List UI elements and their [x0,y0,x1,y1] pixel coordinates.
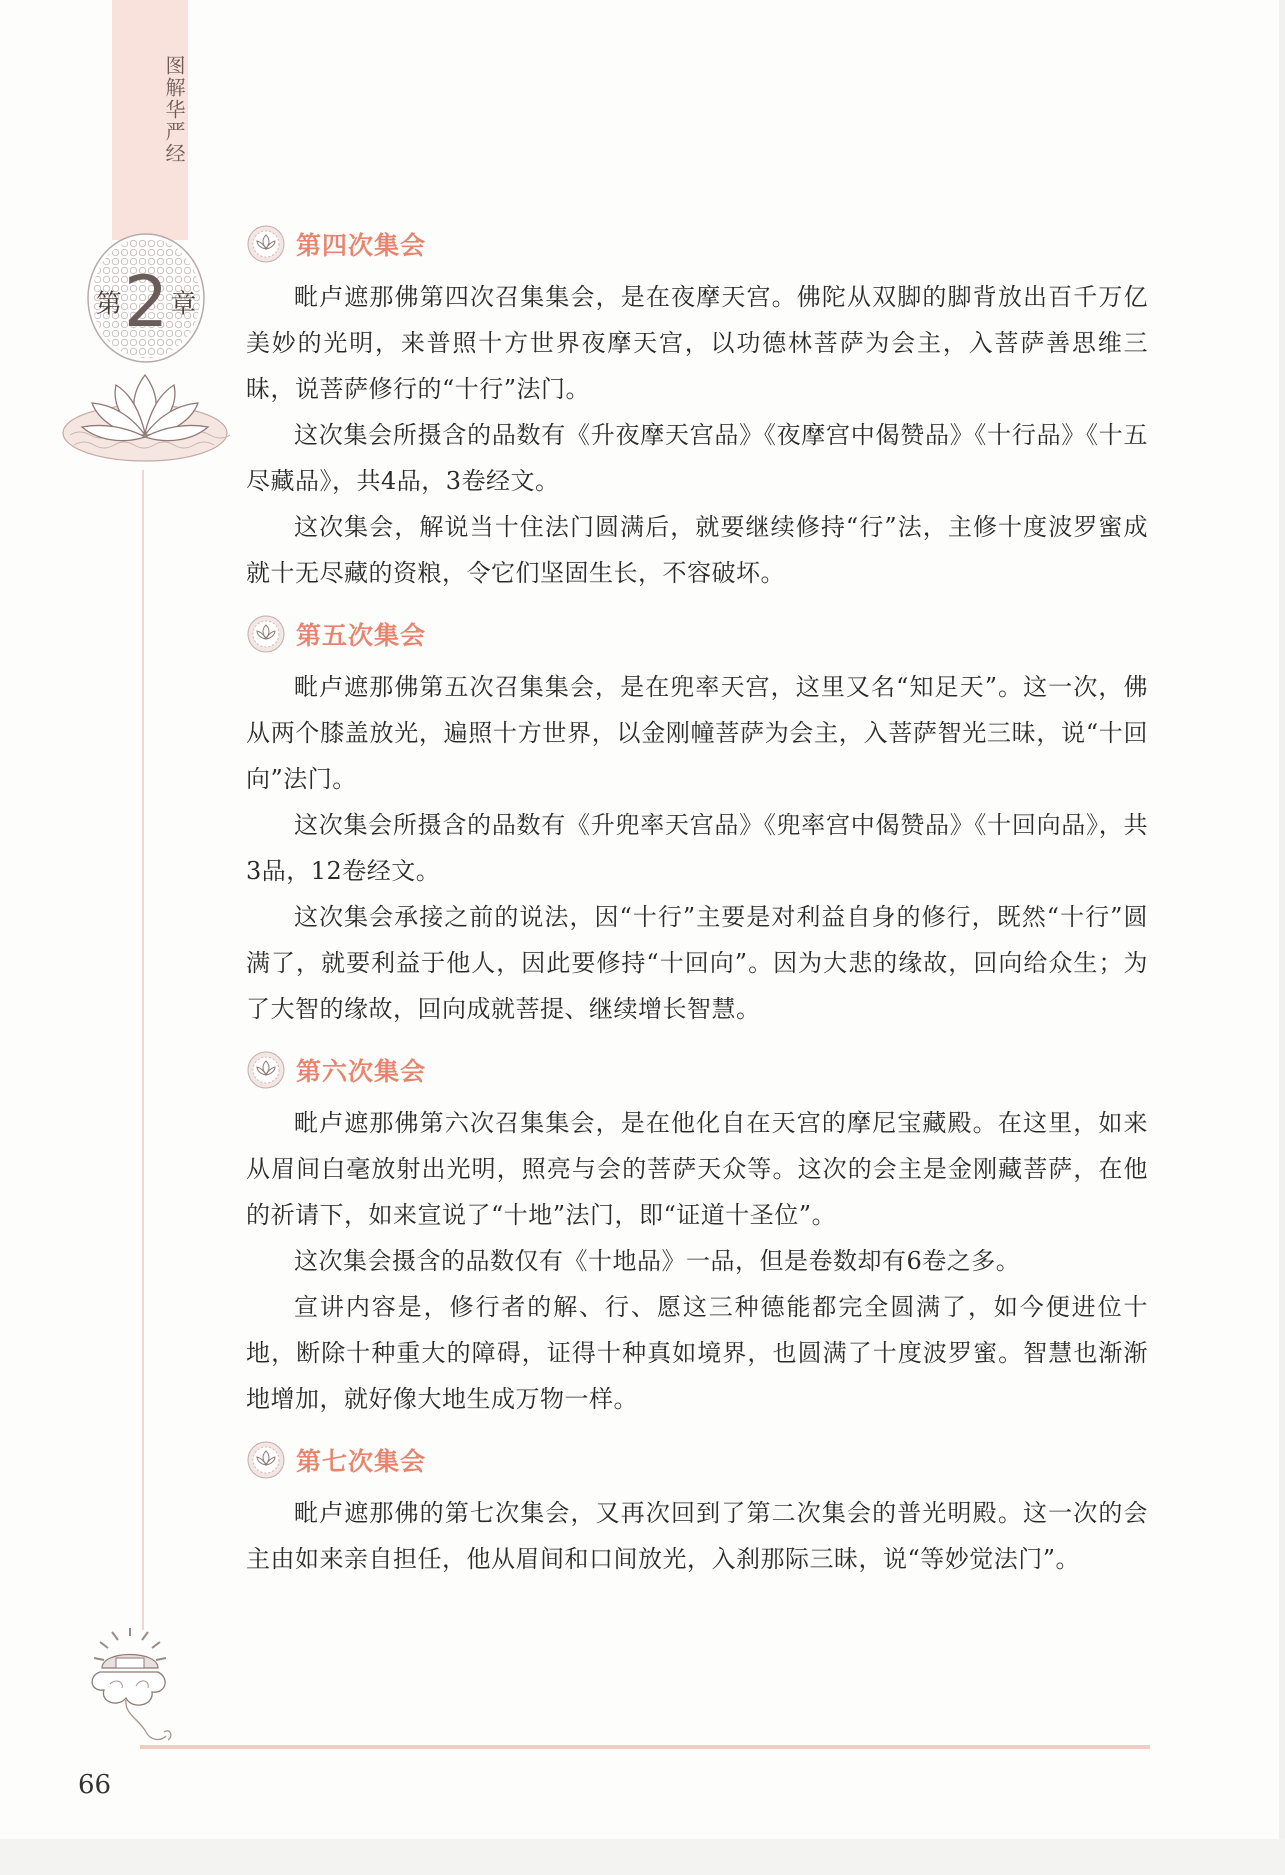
paragraph: 这次集会承接之前的说法，因“十行”主要是对利益自身的修行，既然“十行”圆满了，就要利益于他人，因此要修持“十回向”。因为大悲的缘故，回向给众生；为了大智的缘故，回向成就菩提、继续增长智慧。 [246,903,1148,1023]
section-title: 第六次集会 [296,1057,427,1086]
section-header [246,612,1148,656]
paragraph: 宣讲内容是，修行者的解、行、愿这三种德能都完全圆满了，如今便进位十地，断除十种重大的障碍，证得十种真如境界，也圆满了十度波罗蜜。智慧也渐渐地增加，就好像大地生成万物一样。 [246,1293,1148,1413]
section-header [246,1048,1148,1092]
page-number: 66 [78,1770,112,1800]
chapter-suffix: 章 [170,289,197,320]
section-7 [246,1438,1148,1582]
scan-edge [1279,0,1285,1875]
section-6 [246,1048,1148,1422]
scan-edge-bottom [0,1839,1285,1875]
lotus-emblem-icon [246,224,286,264]
section-header [246,1438,1148,1482]
section-title: 第四次集会 [296,231,427,260]
paragraph: 毗卢遮那佛第四次召集集会，是在夜摩天宫。佛陀从双脚的脚背放出百千万亿美妙的光明，来普照十方世界夜摩天宫，以功德林菩萨为会主，入菩萨善思维三昧，说菩萨修行的“十行”法门。 [246,283,1148,403]
paragraph: 毗卢遮那佛第六次召集集会，是在他化自在天宫的摩尼宝藏殿。在这里，如来从眉间白毫放射出光明，照亮与会的菩萨天众等。这次的会主是金刚藏菩萨，在他的祈请下，如来宣说了“十地”法门，即“证道十圣位”。 [246,1109,1148,1229]
paragraph: 毗卢遮那佛的第七次集会，又再次回到了第二次集会的普光明殿。这一次的会主由如来亲自担任，他从眉间和口间放光，入刹那际三昧，说“等妙觉法门”。 [246,1499,1148,1573]
section-5 [246,612,1148,1032]
footer-rule [140,1745,1150,1749]
auspicious-cloud-icon [80,1628,180,1748]
section-header [246,222,1148,266]
book-title: 图解华严经 [162,55,186,165]
paragraph: 这次集会摄含的品数仅有《十地品》一品，但是卷数却有6卷之多。 [294,1247,1021,1275]
margin-rule [142,470,144,1630]
main-content [246,222,1148,1598]
lotus-emblem-icon [246,614,286,654]
lotus-emblem-icon [246,1440,286,1480]
lotus-emblem-icon [246,1050,286,1090]
chapter-prefix: 第 [95,289,122,320]
section-4 [246,222,1148,596]
paragraph: 毗卢遮那佛第五次召集集会，是在兜率天宫，这里又名“知足天”。这一次，佛从两个膝盖放光，遍照十方世界，以金刚幢菩萨为会主，入菩萨智光三昧，说“十回向”法门。 [246,673,1148,793]
section-title: 第五次集会 [296,621,427,650]
chapter-number: 2 [123,261,169,343]
paragraph: 这次集会所摄含的品数有《升夜摩天宫品》《夜摩宫中偈赞品》《十行品》《十五尽藏品》，共4品，3卷经文。 [246,421,1148,495]
lotus-icon [60,355,230,465]
paragraph: 这次集会所摄含的品数有《升兜率天宫品》《兜率宫中偈赞品》《十回向品》，共3品，12卷经文。 [246,811,1148,885]
section-title: 第七次集会 [296,1447,427,1476]
paragraph: 这次集会，解说当十住法门圆满后，就要继续修持“行”法，主修十度波罗蜜成就十无尽藏的资粮，令它们坚固生长，不容破坏。 [246,513,1148,587]
chapter-label [84,261,208,343]
